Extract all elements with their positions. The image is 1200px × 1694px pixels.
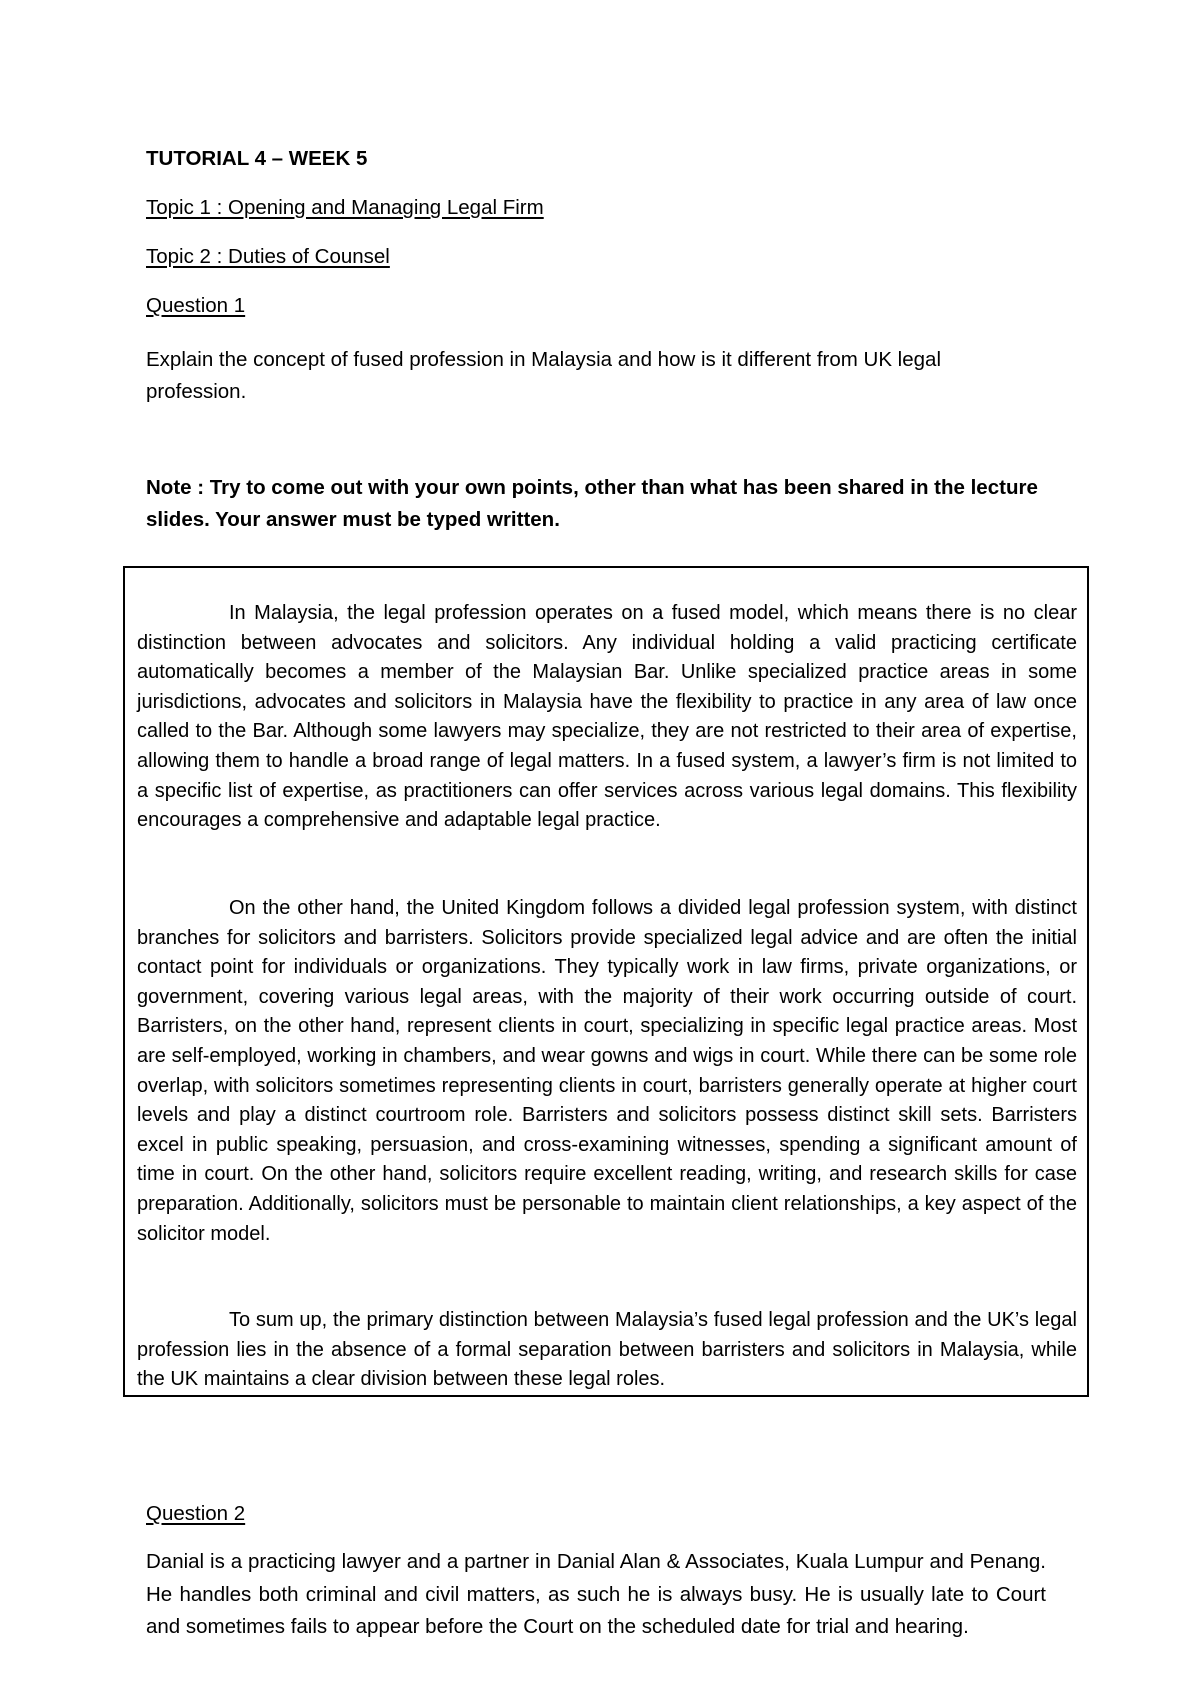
question-2-heading: Question 2 [146, 1502, 246, 1525]
question-1-heading: Question 1 [146, 294, 246, 317]
question-1-note: Note : Try to come out with your own points, other than what has been shared in the lecture slides. Your answer must be typed written. [146, 476, 1038, 531]
topic-1-heading: Topic 1 : Opening and Managing Legal Firm [146, 196, 544, 219]
answer-paragraph-2: On the other hand, the United Kingdom follows a divided legal profession system, with distinct branches for solicitors and barristers. Solicitors provide specialized legal advice and are often the initial contact point for individuals or organizations. They typically work in law firms, private organizations, or government, covering various legal areas, with the majority of their work occurring outside of court. Barristers, on the other hand, represent clients in court, specializing in specific legal practice areas. Most are self-employed, working in chambers, and wear gowns and wigs in court. While there can be some role overlap, with solicitors sometimes representing clients in court, barristers generally operate at higher court levels and play a distinct courtroom role. Barristers and solicitors possess distinct skill sets. Barristers excel in public speaking, persuasion, and cross-examining witnesses, spending a significant amount of time in court. On the other hand, solicitors require excellent reading, writing, and research skills for case preparation. Additionally, solicitors must be personable to maintain client relationships, a key aspect of the solicitor model. [137, 897, 1077, 1245]
topic-2-heading: Topic 2 : Duties of Counsel [146, 245, 390, 268]
answer-box [123, 566, 1089, 1397]
question-2-text: Danial is a practicing lawyer and a partner in Danial Alan & Associates, Kuala Lumpur and Penang. He handles both criminal and civil matters, as such he is always busy. He is usually late to Court and sometimes fails to appear before the Court on the scheduled date for trial and hearing. [146, 1550, 1046, 1638]
question-1-text: Explain the concept of fused profession in Malaysia and how is it different from UK legal profession. [146, 348, 941, 403]
answer-paragraph-1: In Malaysia, the legal profession operates on a fused model, which means there is no clear distinction between advocates and solicitors. Any individual holding a valid practicing certificate automatically becomes a member of the Malaysian Bar. Unlike specialized practice areas in some jurisdictions, advocates and solicitors in Malaysia have the flexibility to practice in any area of law once called to the Bar. Although some lawyers may specialize, they are not restricted to their area of expertise, allowing them to handle a broad range of legal matters. In a fused system, a lawyer’s firm is not limited to a specific list of expertise, as practitioners can offer services across various legal domains. This flexibility encourages a comprehensive and adaptable legal practice. [137, 602, 1077, 832]
answer-paragraph-3: To sum up, the primary distinction between Malaysia’s fused legal profession and the UK’s legal profession lies in the absence of a formal separation between barristers and solicitors in Malaysia, while the UK maintains a clear division between these legal roles. [137, 1309, 1077, 1391]
tutorial-title: TUTORIAL 4 – WEEK 5 [146, 147, 368, 170]
